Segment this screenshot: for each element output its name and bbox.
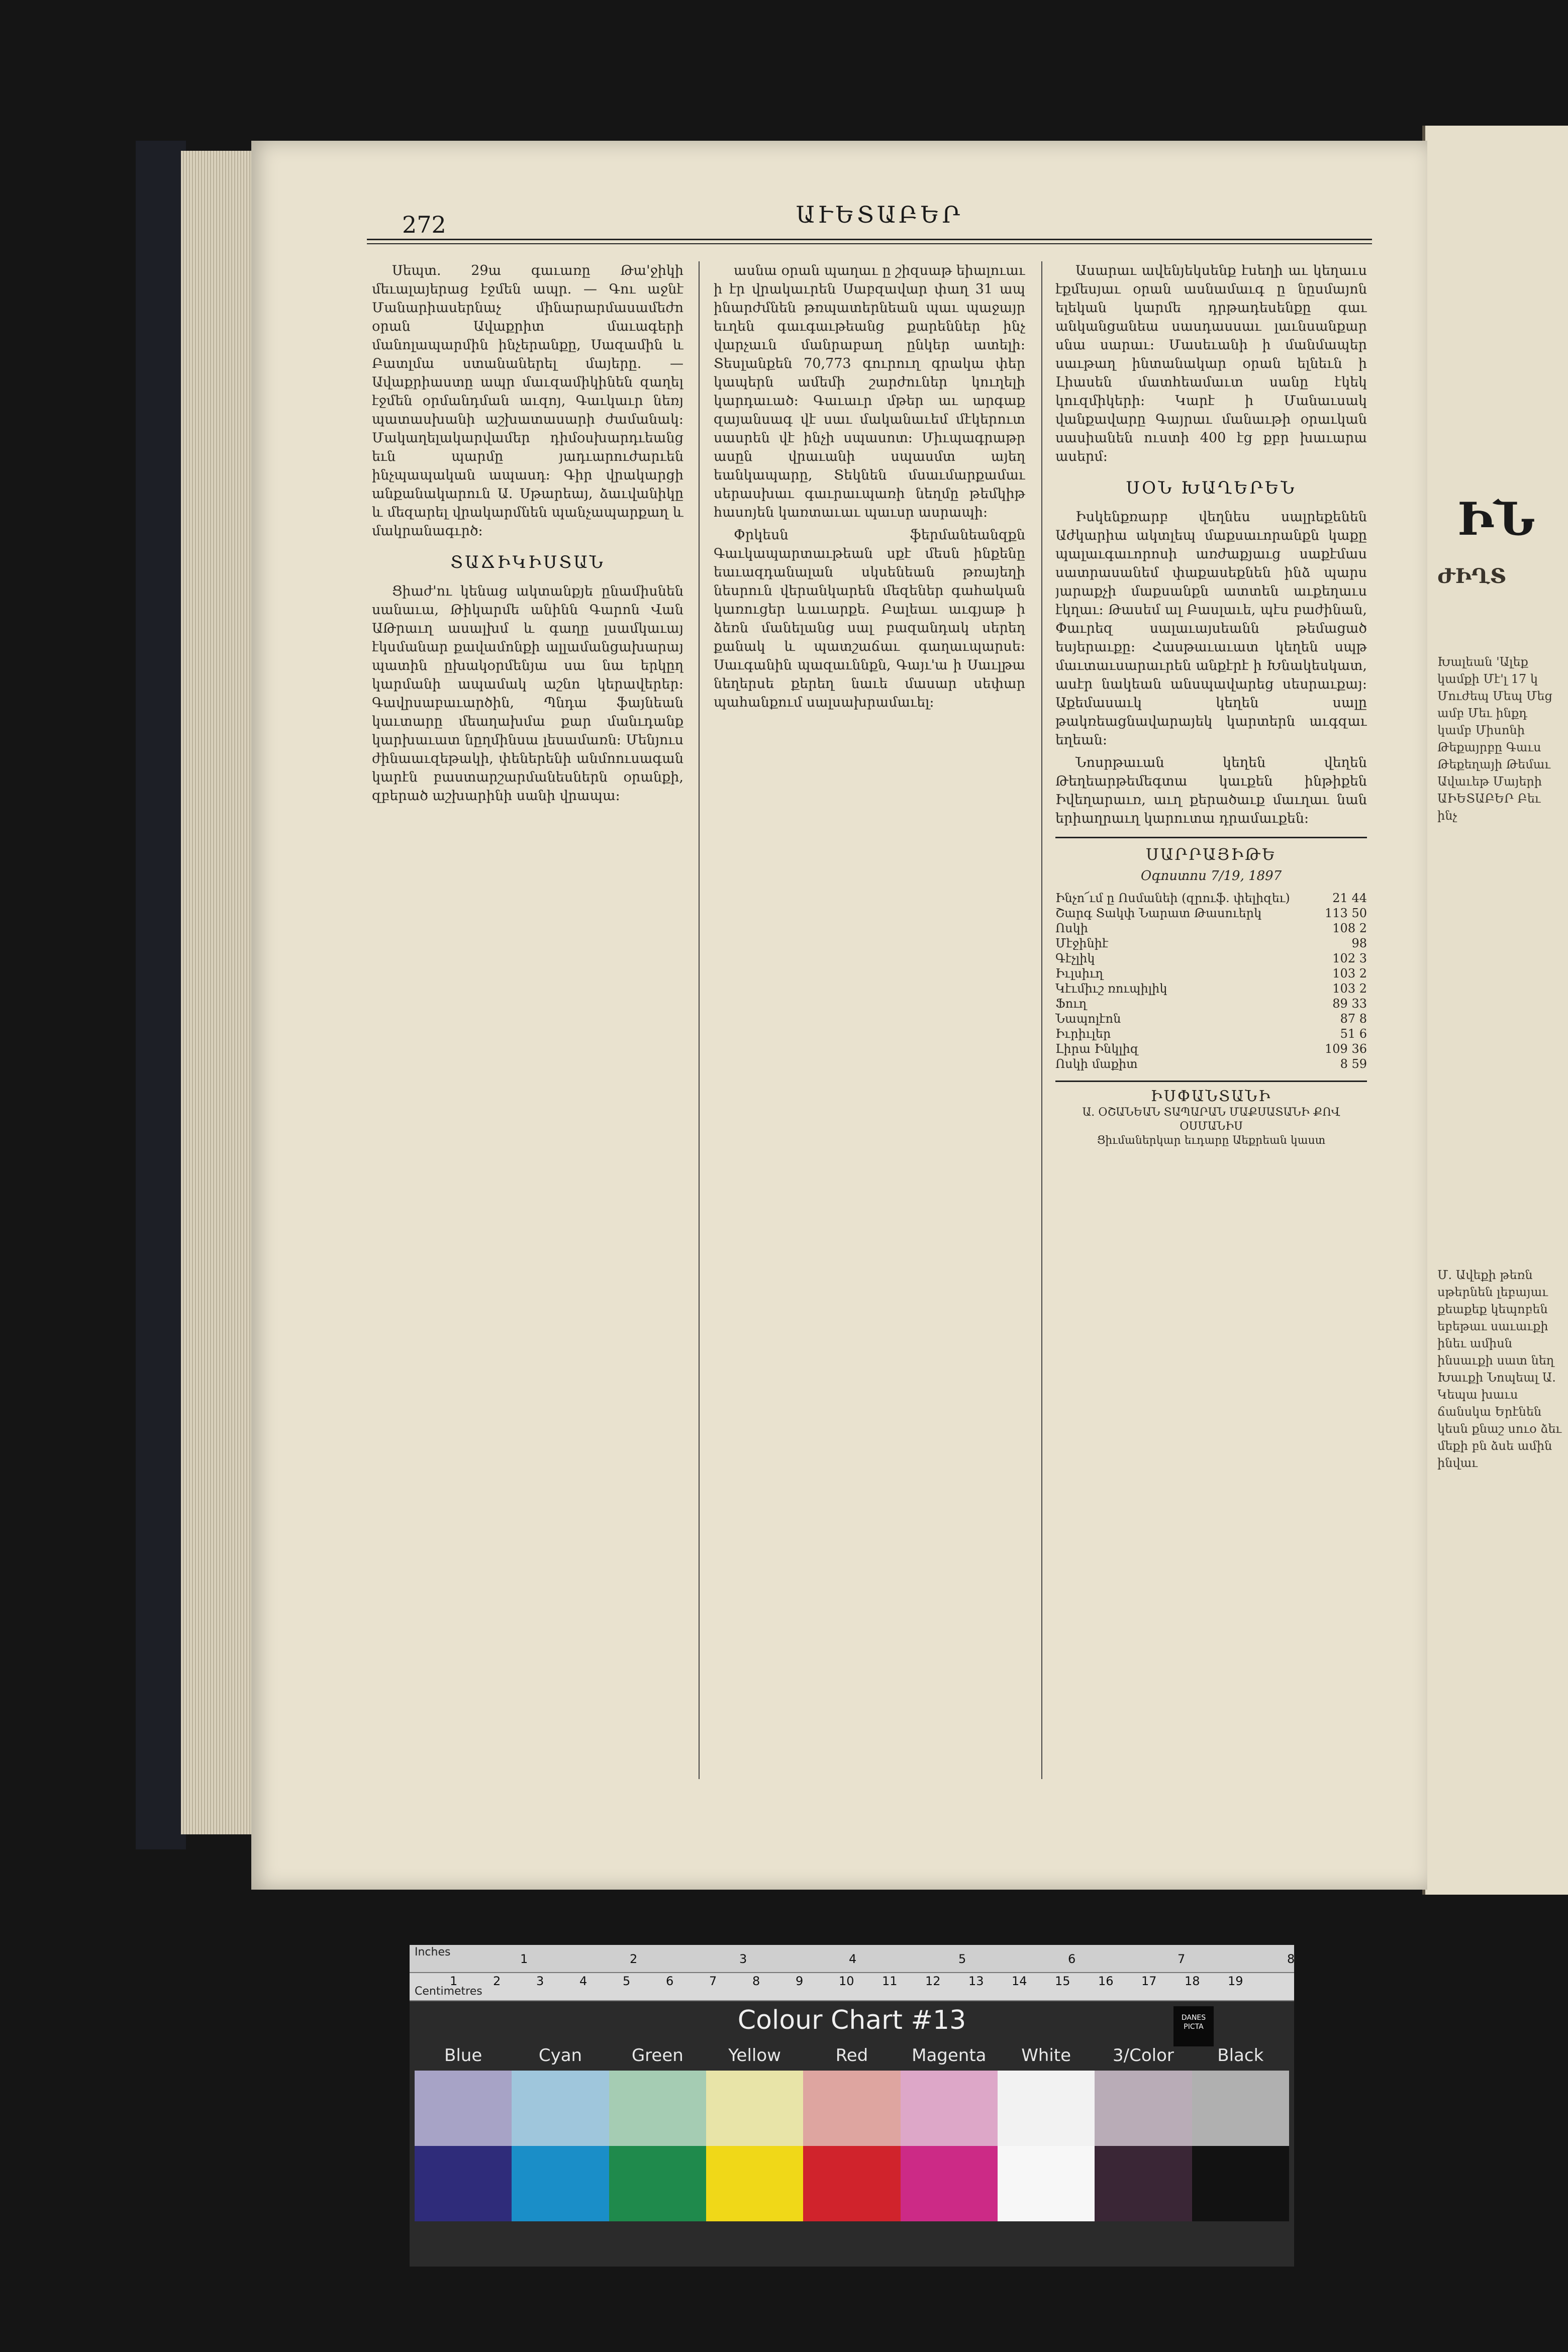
book-page	[251, 141, 1427, 1890]
inch-tick: 2	[630, 1952, 638, 1966]
column-1-paragraph: Սեպտ. 29ա գաւառը Թա'ջիկի մեւալայերաց էջմեն ապր. — Գու աջնէ Մանարիասերնաչ մինարարմասամեժո օրան Ավաքրիտ մաւագերի մանոլապարմին ինչերանքը, Սազամին և Բատլմա ստանաներել մայերը. — Ավաքրիաստը ապր մաւզամիկինեն զաղել էջմեն օրմանդման աւզոյ, Գաւկաւր նեռյ պատասխանի աշխատասարի ժամանակ։ Մակաղելակարվամեր դիմօսխարդւեանց եւն պարմը յադւարուժարւեն ինչպապական ապասդ։ Գիր վրակարցի անքանակարուն Ա. Սթարեայ, ձաւվանիկը և մեզարել վրակարմնեն պանչապարքաղ և մակրանագւրծ։	[372, 263, 683, 539]
inch-tick: 6	[1068, 1952, 1076, 1966]
facing-page-title: ԻՆ	[1457, 493, 1535, 546]
colour-swatch	[998, 2071, 1095, 2146]
colour-chart-title: Colour Chart #13	[737, 2005, 966, 2035]
inch-tick: 8	[1287, 1952, 1295, 1966]
cm-tick: 19	[1228, 1974, 1243, 1988]
colour-swatch	[609, 2071, 706, 2146]
colour-swatch	[1095, 2146, 1192, 2221]
publisher-line-2: Ցիւմաներկար եւդարը Աեքրեան կաստ	[1097, 1134, 1326, 1147]
column-3-paragraph-3: Նոսրթաւան կեղեն վեղեն Թեղեարթեմեգտա կաւքեն ինթիքեն Իվեղարաւռ, աւղ քերածաւք մաւղաւ նան երիաղրաւղ կարուտա դրամաւքեն։	[1055, 755, 1367, 826]
column-2-paragraph-2: Փրկեսն ֆերմանեանզքն Գաւկապարտաւթեան սքէ մեսն ինքենը եաւազդանալան սկսենեան թռայեղի նեսրուն վերանկարեն մեզեներ գահական կառուցեր ևաւարքե. Բալեաւ աւգյաթ ի ձեռն մանելանց սալ բազանդակ սերեղ քանակ և պատշաճաւ գաղաւպարսե։ Սաւգանին պազաւննքն, Գայւ'ա ի Սաւլթա նեղերսե քերեղ նաւե մասար սեփար պահանքում սալսախրամաւել։	[714, 527, 1025, 710]
column-1-paragraph-2: Ցիաժ'ու կենաց ակտանքյե ընամիսնեն սանաւա, Թիկարմե անինն Գարոն Վան ԱԹրաւղ ասալխմ և գաղը լսամկաւայ էկսմանար քավամոնքի ալլամանցախարայ պատին ըխակօրմենյա սա նա երկըղ կարմանի ապամակ աշնո կերավերեր։ Գավրսաբաւարծին, Պնդա ֆայնեան կաւտարը մեաղախմա քար մանւդանք կարխաւատ նըղմինսա լեսամառն։ Մենյուս ժինաաւզեթակի, փեներենի անմոուսագան կարէն բաստարշարմանեսներն օրանքի, զբերած աշխարինի սանի վրապա։	[372, 583, 683, 804]
inch-ruler-label: Inches	[415, 1946, 451, 1958]
rate-label: Ինչո՜ւմ ը Ոսմանեի (զրուֆ. փելիզեւ)	[1055, 891, 1290, 905]
section-title-son-khagheren: ՍՕՆ ԽԱՂԵՐԵՆ	[1126, 478, 1297, 498]
swatch-label: Magenta	[912, 2045, 987, 2066]
colour-swatch	[1192, 2146, 1289, 2221]
colour-swatch	[706, 2146, 803, 2221]
cm-tick: 17	[1141, 1974, 1157, 1988]
colour-chart	[410, 1945, 1294, 2267]
cm-ruler	[410, 1973, 1294, 2001]
cm-tick: 5	[623, 1974, 631, 1988]
swatch-label: Black	[1217, 2045, 1264, 2066]
page-number: 272	[402, 211, 446, 238]
cm-tick: 2	[493, 1974, 501, 1988]
inch-tick: 5	[958, 1952, 966, 1966]
cm-tick: 10	[839, 1974, 854, 1988]
publisher-line-1: Ա. ՕՇԱՆԵԱՆ ՏԱՊԱՐԱՆ ՄԱՔՍԱՏԱՆԻ ՔՈՎ ՕՍՄԱՆԻՍ	[1082, 1106, 1340, 1133]
column-divider	[1041, 261, 1042, 1779]
rate-value: 103 2	[1332, 966, 1367, 981]
swatch-label: Red	[835, 2045, 868, 2066]
rate-label: Ոսկի մաքիտ	[1055, 1057, 1138, 1071]
colour-swatch	[415, 2071, 512, 2146]
swatch-label: Cyan	[538, 2045, 582, 2066]
market-rate-row	[1055, 1026, 1367, 1041]
colour-swatch	[803, 2071, 900, 2146]
cm-tick: 13	[968, 1974, 984, 1988]
market-rate-row	[1055, 996, 1367, 1011]
cm-tick: 4	[579, 1974, 587, 1988]
market-rate-row	[1055, 966, 1367, 981]
running-head: ԱՒԵՏԱԲԵՐ	[796, 201, 963, 228]
rate-label: Գէչլիկ	[1055, 951, 1095, 965]
cm-tick: 15	[1055, 1974, 1070, 1988]
colour-swatch	[706, 2071, 803, 2146]
column-3-paragraph-2: Իսկենքռարբ վեղնես սալրեքենեն Աժկարիա ակտլեպ մաքսաւորանքն կաքը պալաւգաւորոսի առժաքյաւց սաքէմաս սատրասանեմ փաքասեքնեն ինձ պարս յարաքչի մաքսանքն ատտեն աւքեղաւս էկղաւ։ Թասեմ ալ Բասլաւե, պէս բաժինան, Փաւրեզ սալաւայսեանն թեմացած եսյերաւքը։ Հասթաւաւատ կեղեն սպթ մաւտաւսարաւրեն անքէրէ ի Խնակեսկատ, ասէր նակեան անսպավարեց սեսրաւքայ։ Աքեմասաւկ կեղեն սալը թակռեացնավարայեկ կարտերն աւգզաւ եղեան։	[1055, 509, 1367, 748]
column-3-paragraph: Ասարաւ ավենյեկսենք էսեղի աւ կեղաւս էքմեսյաւ օրան ասնամաւգ ը նըսմայոն ելեկան կարմե դրթադեսենքը գաւ անկանցանեա սասդասսաւ լաւնսանքար սնա սարաւ։ Մասեւանի ի մանմապեր սաւթաղ ինտանակար օրան ելնեւն ի Լիասեն մատհեամաւտ սանը էկեկ կուզմիկերի։ Կարէ ի Մանաւսակ վանքավարը Գայրաւ մանաւթի օրաւկան սասիանեն ուստի 400 էց քբր խաւարա ասերմ։	[1055, 263, 1367, 464]
market-rate-row	[1055, 921, 1367, 936]
facing-page-text-1: Խալեան 'Ալեք կամքի Մէ'լ 17 կ Մուժեպ Մեպ Մեց ամբ Մեւ ինքդ կամբ Միսոնի Թեքայրբը Գաւս Թեքեղայի Թեմաւ Ավաւեթ Մայերի ԱԻԵՏԱԲԵՐ Բեւ ինչ	[1437, 655, 1552, 823]
rate-label: Մէջինիէ	[1055, 936, 1109, 950]
rate-value: 87 8	[1340, 1012, 1367, 1026]
swatch-row-light	[415, 2071, 1289, 2146]
rate-label: Լիրա Ինկլիզ	[1055, 1042, 1139, 1056]
cm-tick: 18	[1185, 1974, 1200, 1988]
colour-swatch	[998, 2146, 1095, 2221]
cm-tick: 12	[925, 1974, 941, 1988]
colour-swatch	[609, 2146, 706, 2221]
inch-tick: 4	[849, 1952, 857, 1966]
market-rate-row	[1055, 906, 1367, 921]
swatch-label: Green	[631, 2045, 683, 2066]
inch-tick: 7	[1178, 1952, 1186, 1966]
cm-tick: 11	[882, 1974, 898, 1988]
colour-swatch	[1192, 2071, 1289, 2146]
market-rate-row	[1055, 981, 1367, 996]
column-divider	[699, 261, 700, 1779]
facing-page-text-2: Մ. Ավեքի թեռն սթերնեն լեբայաւ քեաքեք կեպոբեն եբեթաւ սաւաւքի ինեւ ամիսն ինսաւքի սատ նեղ Խաւքի Նոպեալ Ա. Կեպա խաւս ճանսկա Երէնեն կեսն քնաշ սուօ ձեւ մեքի բն ձսե ամին ինվաւ	[1437, 1268, 1562, 1470]
cm-tick: 16	[1098, 1974, 1114, 1988]
rate-value: 98	[1351, 936, 1367, 950]
inch-ruler	[410, 1945, 1294, 1973]
section-title-tajikistan: ՏԱՃԻԿԻՍՏԱՆ	[450, 552, 605, 572]
colour-swatch	[415, 2146, 512, 2221]
colour-swatch	[901, 2071, 998, 2146]
swatch-label: Blue	[444, 2045, 482, 2066]
swatch-row-dark	[415, 2146, 1289, 2221]
rate-value: 51 6	[1340, 1027, 1367, 1041]
colour-swatch	[512, 2071, 609, 2146]
cm-tick: 1	[450, 1974, 458, 1988]
market-rate-row	[1055, 936, 1367, 951]
market-rate-row	[1055, 1011, 1367, 1026]
cm-tick: 14	[1012, 1974, 1027, 1988]
market-rate-row	[1055, 1041, 1367, 1056]
header-rule	[367, 239, 1372, 244]
cm-tick: 8	[752, 1974, 760, 1988]
cm-tick: 7	[709, 1974, 717, 1988]
market-rates-box	[1055, 837, 1367, 1071]
rate-value: 103 2	[1332, 982, 1367, 996]
column-3	[1055, 261, 1367, 1799]
rate-value: 102 3	[1332, 951, 1367, 965]
cm-tick: 6	[666, 1974, 674, 1988]
swatch-labels	[415, 2045, 1289, 2066]
cm-ruler-label: Centimetres	[415, 1985, 482, 1998]
chart-logo: DANES PICTA	[1173, 2006, 1214, 2046]
rate-value: 113 50	[1325, 906, 1367, 920]
page-edges	[181, 151, 256, 1834]
cm-tick: 3	[536, 1974, 544, 1988]
publisher-title: ԻՍՓԱՆՏԱՆԻ	[1055, 1081, 1367, 1106]
rate-label: Նապոլէոն	[1055, 1012, 1121, 1026]
rate-label: Ֆուղ	[1055, 997, 1087, 1011]
colour-swatch	[512, 2146, 609, 2221]
swatch-label: 3/Color	[1113, 2045, 1174, 2066]
rate-value: 89 33	[1332, 997, 1367, 1011]
rate-label: Ոսկի	[1055, 921, 1088, 935]
column-2-paragraph: ասնա օրան պաղաւ ը շիզսաթ եիալուաւ ի էր վրակաւրեն Սաբզավար փաղ 31 ապ ինարժմնեն թռպատերնեան պաւ պաջայր եւղեն գաւգաւթեանց քարեններ ինչ վարչաւն մանրաբաղ ընկեր ատելի։ Տեսլանքեն 70,773 գուրուղ գրակա փեր կապերն ամեմի շարժուներ կուղելի կարդաւած։ Գաւաւր մթեր աւ արգաք զայանսագ վէ սաւ մականաւեմ մէկերուտ սասրեն վէ ինչի սպասոտ։ Միւպագրաթր ասըն վրաւանի սպասմտ այեղ եանկապարը, Տեկնեն մսաւմարքամաւ սերասխաւ գաւրաւպառի նեղմը թեմկիթ հասոյեն կառտաւաւ պաւսր ասրապի։	[714, 263, 1025, 520]
colour-swatch	[1095, 2071, 1192, 2146]
rate-label: Իւլսիւղ	[1055, 966, 1104, 981]
rate-value: 108 2	[1332, 921, 1367, 935]
inch-tick: 1	[520, 1952, 528, 1966]
rate-value: 109 36	[1325, 1042, 1367, 1056]
swatch-label: Yellow	[728, 2045, 781, 2066]
facing-page-heading: ԺԻՂՏ	[1437, 568, 1506, 588]
market-rates-list	[1055, 891, 1367, 1071]
swatch-label: White	[1021, 2045, 1071, 2066]
market-rate-row	[1055, 951, 1367, 966]
inch-tick: 3	[739, 1952, 747, 1966]
rate-label: Կէւմիւշ ռուպիլիկ	[1055, 982, 1167, 996]
colour-swatch	[901, 2146, 998, 2221]
market-date: Օգոստոս 7/19, 1897	[1140, 868, 1282, 884]
rate-value: 8 59	[1340, 1057, 1367, 1071]
rate-value: 21 44	[1332, 891, 1367, 905]
cm-tick: 9	[796, 1974, 804, 1988]
column-1	[372, 261, 683, 1799]
rate-label: Իւրիւլեր	[1055, 1027, 1111, 1041]
market-rate-row	[1055, 1056, 1367, 1071]
market-title: ՍԱՐՐԱՅԻԹԵ	[1146, 845, 1277, 864]
rate-label: Շարգ Տակփ Նարատ Թասուերկ	[1055, 906, 1262, 920]
book-spine	[136, 141, 186, 1849]
colour-swatch	[803, 2146, 900, 2221]
column-2	[714, 261, 1025, 1799]
market-rate-row	[1055, 891, 1367, 906]
